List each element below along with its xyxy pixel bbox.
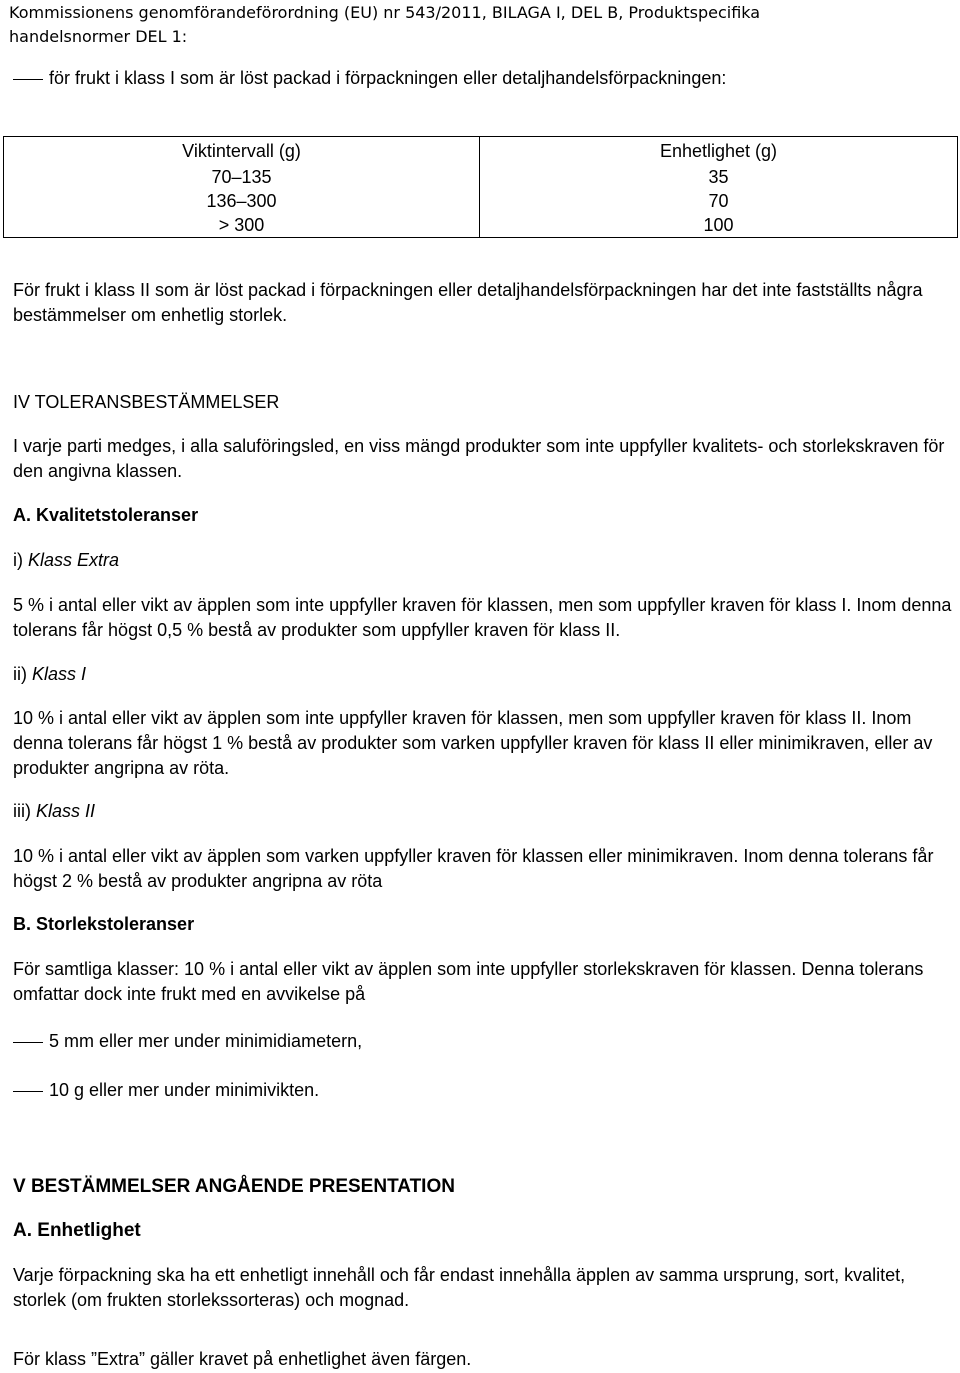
table-row [4,165,958,189]
class-1-label [13,662,952,687]
section5-title: V BESTÄMMELSER ANGÅENDE PRESENTATION [13,1176,455,1197]
table-header-row [4,137,958,166]
table-cell: 136–300 [4,189,480,213]
intro-line [13,66,952,91]
class-2-name: Klass II [36,801,96,821]
header-line-1: Kommissionens genomförandeförordning (EU) nr 543/2011, BILAGA I, DEL B, Produktspecifika [9,3,761,22]
class-1-text: 10 % i antal eller vikt av äpplen som inte uppfyller kraven för klassen, men som uppfyller kraven för klass II. Inom denna tolerans får högst 1 % bestå av produkter som varken uppfyller kraven för klass II eller minimikraven, eller av produkter angripna av röta. [13,708,933,778]
b-list-item [13,1029,952,1054]
section4-b-text: För samtliga klasser: 10 % i antal eller vikt av äpplen som inte uppfyller storlekskraven för klassen. Denna tolerans omfattar dock inte frukt med en avvikelse på [13,959,924,1004]
b-list-item-text: 10 g eller mer under minimivikten. [49,1080,320,1100]
section4-b-title: B. Storlekstoleranser [13,914,195,934]
dash-icon [13,1091,43,1093]
class-extra-name: Klass Extra [28,550,120,570]
table-cell: 70 [480,189,958,213]
section4-title: IV TOLERANSBESTÄMMELSER [13,392,280,412]
class-extra-text: 5 % i antal eller vikt av äpplen som inte uppfyller kraven för klassen, men som uppfyller kraven för klass I. Inom denna tolerans får högst 0,5 % bestå av produkter som uppfyller kraven för klass II. [13,595,952,640]
b-list-item-text: 5 mm eller mer under minimidiametern, [49,1031,363,1051]
table-cell: 100 [480,213,958,238]
document-header [9,1,952,49]
b-list-item [13,1078,952,1103]
class-2-label [13,799,952,824]
table-header-cell: Viktintervall (g) [4,137,480,166]
section4-intro: I varje parti medges, i alla saluföringsled, en viss mängd produkter som inte uppfyller kvalitets- och storlekskraven för den angivna klassen. [13,436,945,481]
dash-icon [13,79,43,81]
section5-extra-note: För klass ”Extra” gäller kravet på enhetlighet även färgen. [13,1349,472,1369]
header-line-2: handelsnormer DEL 1: [9,27,188,46]
class-1-prefix: ii) [13,664,32,684]
table-cell: 70–135 [4,165,480,189]
section5-a-text: Varje förpackning ska ha ett enhetligt innehåll och får endast innehålla äpplen av samma ursprung, sort, kvalitet, storlek (om frukten storlekssorteras) och mognad. [13,1265,906,1310]
intro-line-text: för frukt i klass I som är löst packad i förpackningen eller detaljhandelsförpackningen: [49,68,727,88]
class-2-prefix: iii) [13,801,36,821]
table-header-cell: Enhetlighet (g) [480,137,958,166]
class-1-name: Klass I [32,664,87,684]
class-2-text: 10 % i antal eller vikt av äpplen som varken uppfyller kraven för klassen eller minimikraven. Inom denna tolerans får högst 2 % bestå av produkter angripna av röta [13,846,934,891]
table-cell: > 300 [4,213,480,238]
table-cell: 35 [480,165,958,189]
table-row [4,189,958,213]
weight-uniformity-table [3,136,958,238]
section5-a-title: A. Enhetlighet [13,1220,141,1241]
class-extra-label [13,548,952,573]
class-extra-prefix: i) [13,550,28,570]
dash-icon [13,1042,43,1044]
para-class2: För frukt i klass II som är löst packad i förpackningen eller detaljhandelsförpackningen har det inte fastställts några bestämmelser om enhetlig storlek. [13,280,923,325]
table-row [4,213,958,238]
section4-a-title: A. Kvalitetstoleranser [13,505,199,525]
